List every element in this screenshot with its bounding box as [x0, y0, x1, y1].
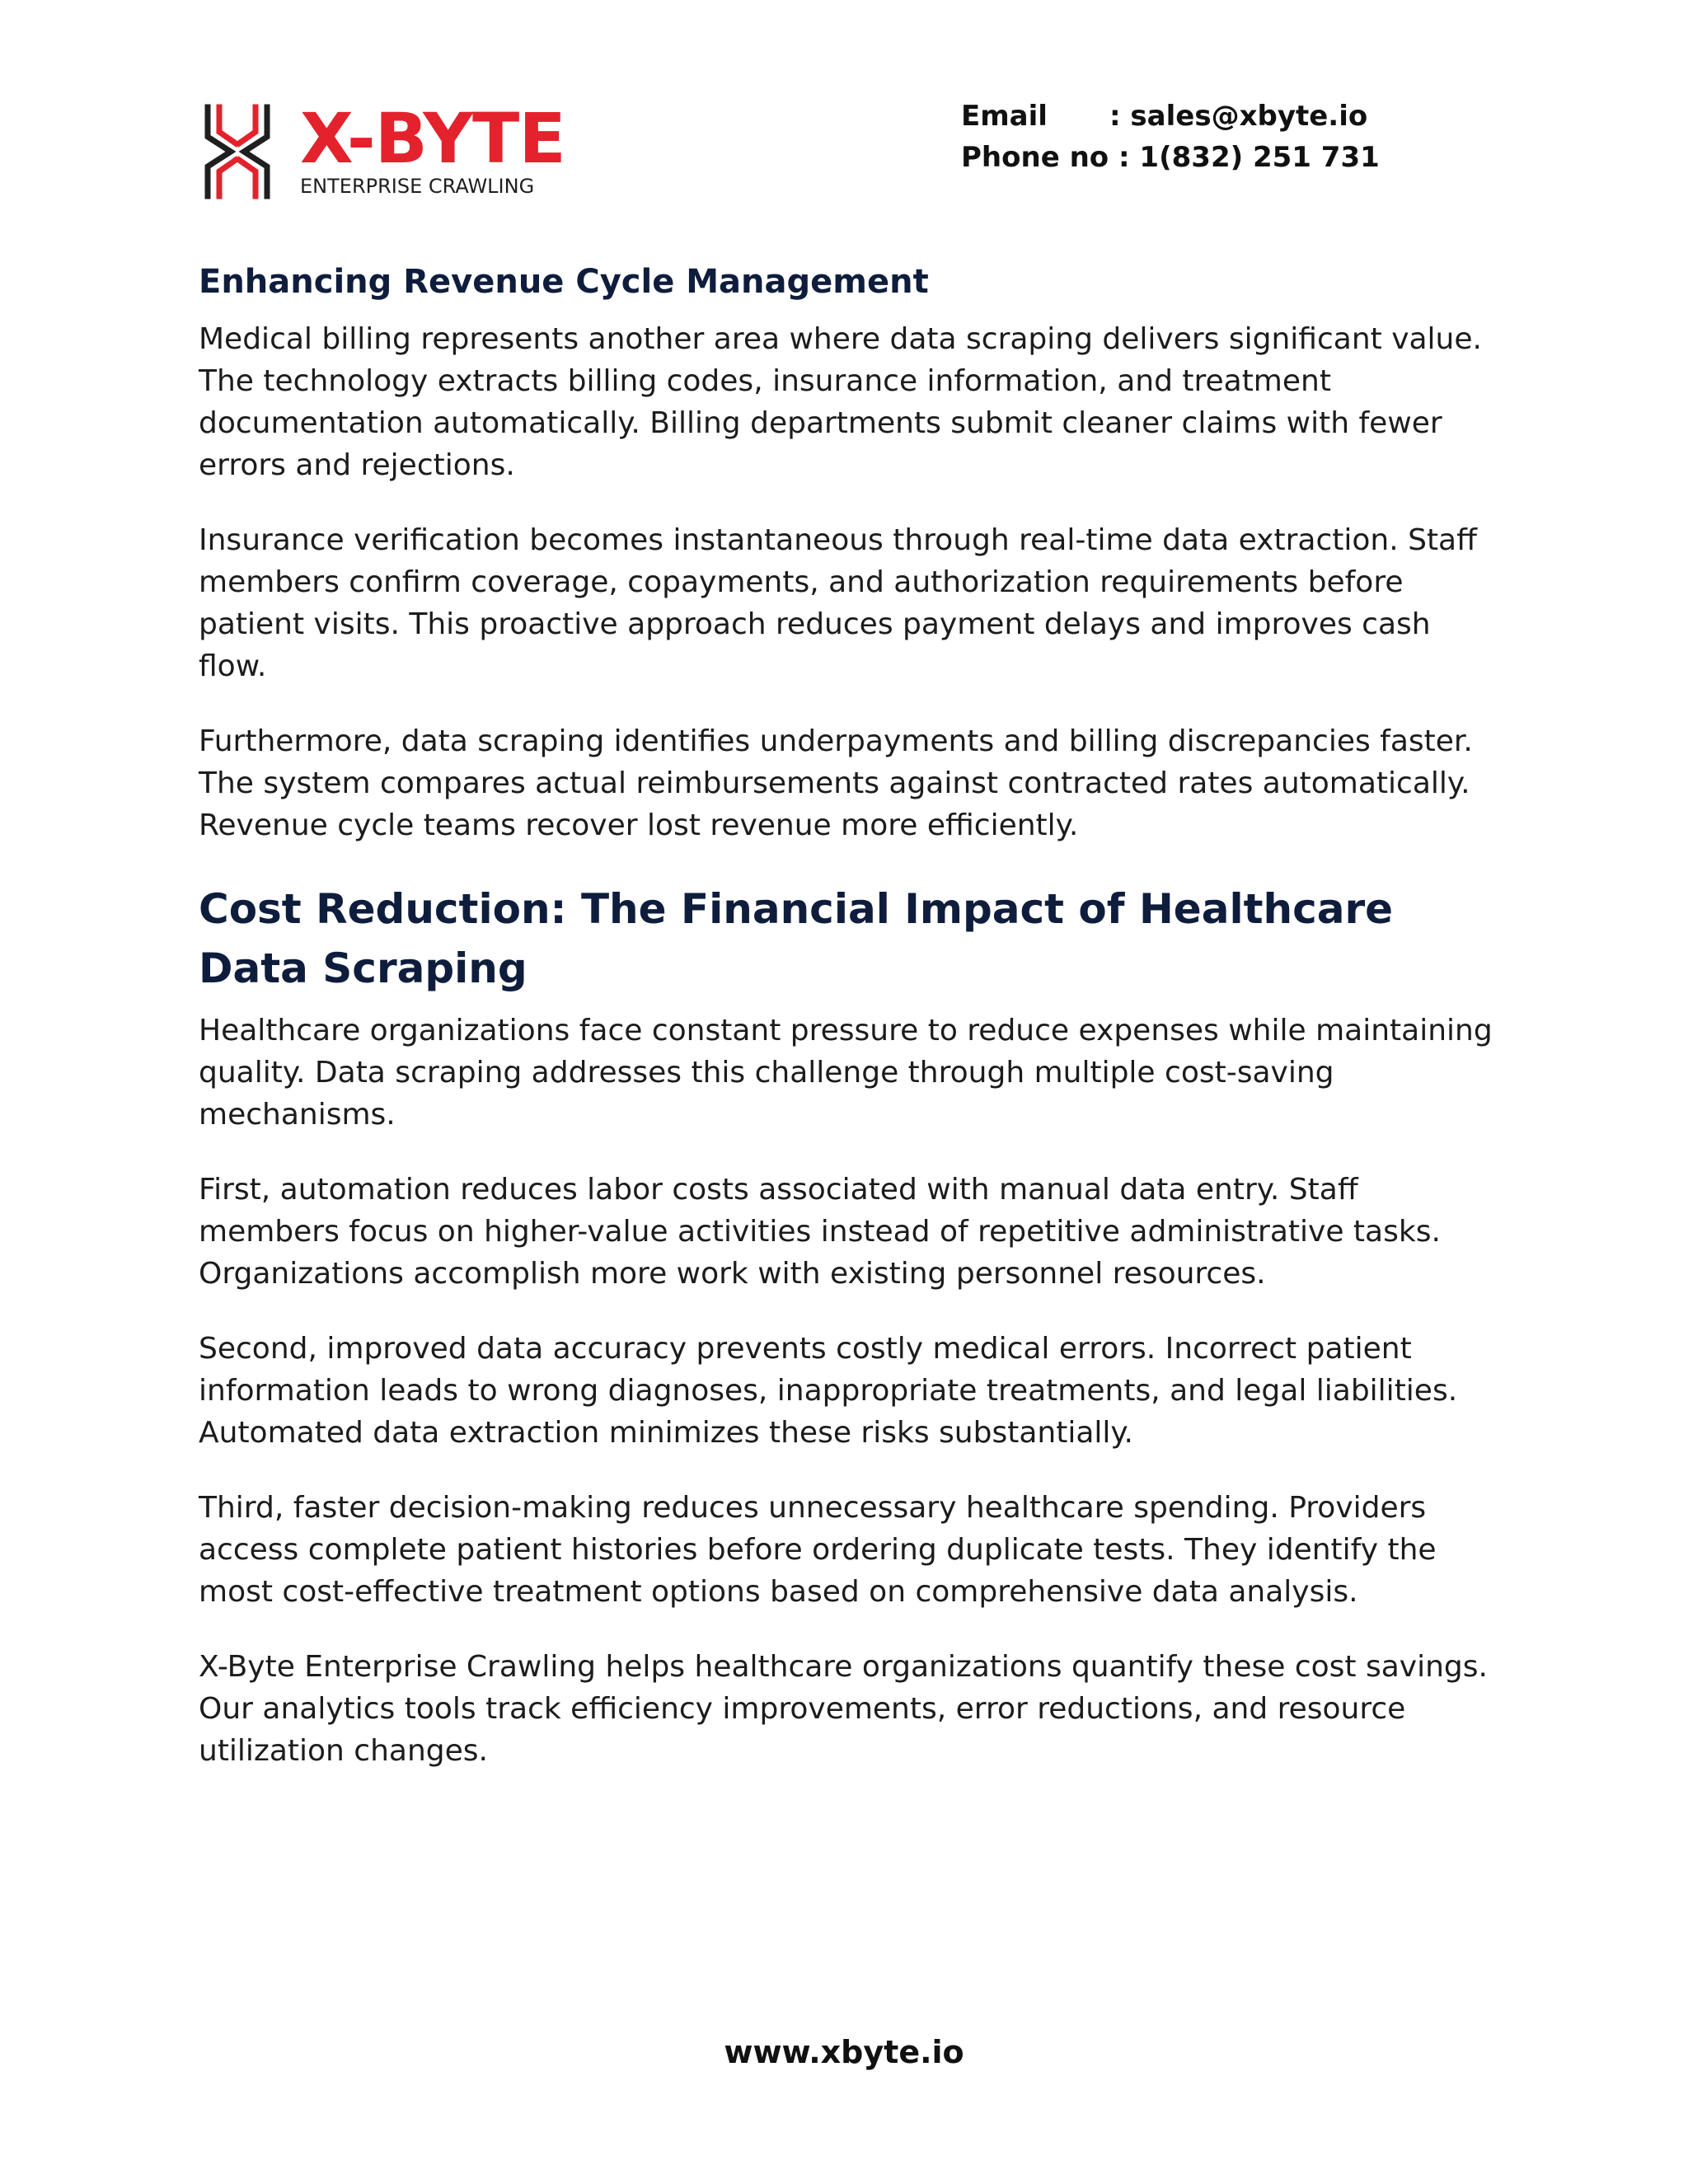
paragraph: Insurance verification becomes instantaneous through real-time data extraction. Staff members confirm coverage, copayments, and authorization requirements before patient visits. This proactive approach reduces payment delays and improves cash flow. — [199, 523, 1477, 683]
paragraph: First, automation reduces labor costs associated with manual data entry. Staff members focus on higher-value activities instead of repetitive administrative tasks. Organizations accomplish more work with existing personnel resources. — [199, 1173, 1441, 1291]
paragraph: Medical billing represents another area where data scraping delivers significant value. The technology extracts billing codes, insurance information, and treatment documentation automatically. Billing departments submit cleaner claims with fewer errors and rejections. — [199, 322, 1482, 482]
phone-value[interactable]: : 1(832) 251 731 — [1118, 141, 1380, 174]
phone-row — [961, 137, 1380, 178]
phone-label: Phone no — [961, 141, 1109, 174]
company-logo — [203, 98, 590, 199]
email-label: Email — [961, 100, 1048, 133]
paragraph: Second, improved data accuracy prevents costly medical errors. Incorrect patient information leads to wrong diagnoses, inappropriate treatments, and legal liabilities. Automated data extraction minimizes these risks substantially. — [199, 1332, 1458, 1450]
document-body — [199, 257, 1501, 1805]
email-row — [961, 96, 1380, 137]
logo-text — [300, 98, 565, 198]
section-heading-cost-reduction: Cost Reduction: The Financial Impact of Healthcare Data Scraping — [199, 885, 1394, 992]
x-byte-logo-mark-icon — [203, 104, 272, 199]
section-heading-revenue-cycle: Enhancing Revenue Cycle Management — [199, 263, 929, 301]
paragraph: Third, faster decision-making reduces unnecessary healthcare spending. Providers access complete patient histories before ordering duplicate tests. They identify the most cost-effective treatment options based on comprehensive data analysis. — [199, 1491, 1437, 1609]
paragraph: X-Byte Enterprise Crawling helps healthcare organizations quantify these cost savings. Our analytics tools track efficiency improvements, error reductions, and resource utilization changes. — [199, 1650, 1488, 1768]
paragraph: Furthermore, data scraping identifies underpayments and billing discrepancies faster. The system compares actual reimbursements against contracted rates automatically. Revenue cycle teams recover lost revenue more efficiently. — [199, 724, 1473, 842]
logo-tagline: ENTERPRISE CRAWLING — [300, 175, 535, 198]
logo-name: X-BYTE — [300, 98, 565, 179]
contact-info — [961, 96, 1380, 178]
footer-website-link[interactable]: www.xbyte.io — [724, 2034, 964, 2070]
email-value[interactable]: : sales@xbyte.io — [1109, 100, 1368, 133]
paragraph: Healthcare organizations face constant pressure to reduce expenses while maintaining quality. Data scraping addresses this challenge through multiple cost-saving mechanisms. — [199, 1014, 1493, 1132]
